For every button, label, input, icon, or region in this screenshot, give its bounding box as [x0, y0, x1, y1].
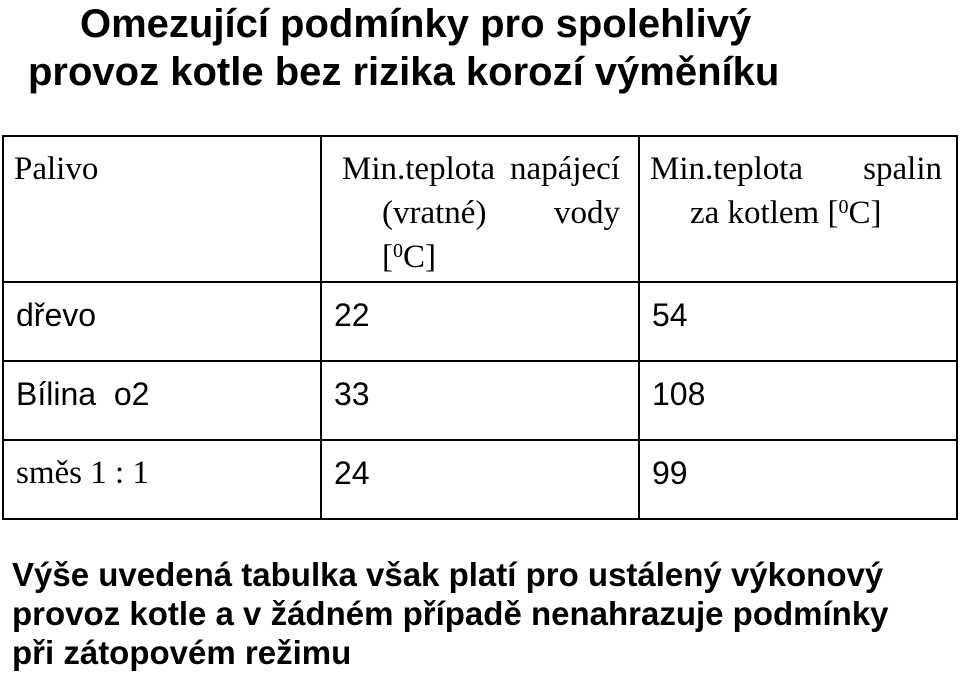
footnote-line-1: Výše uvedená tabulka však platí pro ustálený výkonový [12, 556, 884, 593]
cell-flue-temp: 99 [639, 440, 957, 519]
table-row [3, 282, 957, 361]
header-fuel-label: Palivo [14, 151, 99, 187]
cell-fuel: směs 1 : 1 [3, 440, 321, 519]
cell-fuel: Bílina o2 [3, 361, 321, 440]
table-row [3, 361, 957, 440]
header-water-line-2: (vratné) vody [382, 195, 620, 231]
header-water-temp [321, 136, 639, 282]
page-title [28, 0, 938, 96]
cell-water-temp: 22 [321, 282, 639, 361]
cell-flue-temp: 54 [639, 282, 957, 361]
header-flue-line-2: za kotlem [$^0$C] [690, 195, 882, 231]
header-water-line-1: Min.teplota napájecí [342, 151, 620, 187]
header-fuel [3, 136, 321, 282]
table-row [3, 440, 957, 519]
cell-flue-temp: 108 [639, 361, 957, 440]
conditions-table [2, 135, 958, 520]
title-line-1: Omezující podmínky pro spolehlivý [80, 2, 752, 46]
title-line-2: provoz kotle bez rizika korozí výměníku [28, 50, 780, 94]
table-header-row [3, 136, 957, 282]
cell-fuel: dřevo [3, 282, 321, 361]
footnote-line-3: při zátopovém režimu [12, 634, 352, 671]
footnote-line-2: provoz kotle a v žádném případě nenahrazuje podmínky [12, 595, 889, 632]
header-flue-line-1: Min.teplota spalin [650, 151, 942, 187]
footnote [12, 555, 952, 672]
cell-water-temp: 24 [321, 440, 639, 519]
header-flue-temp [639, 136, 957, 282]
header-water-line-3: [$^0$C] [382, 239, 436, 275]
cell-water-temp: 33 [321, 361, 639, 440]
